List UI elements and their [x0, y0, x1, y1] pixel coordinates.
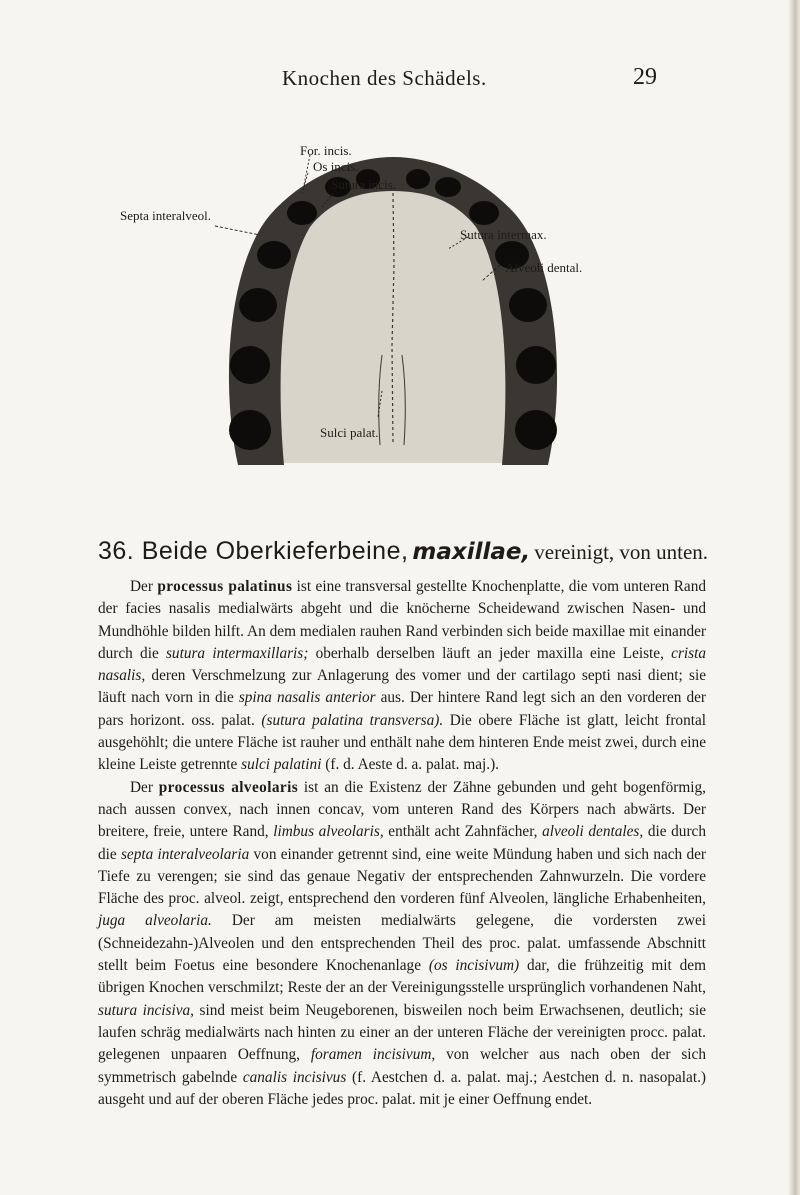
- label-for-incis: For. incis.: [300, 143, 352, 158]
- term-italic: foramen incisivum,: [310, 1046, 436, 1064]
- text-run: von welcher aus nach oben der sich symmetrisch gabelnde: [98, 1046, 706, 1086]
- text-run: dar, die frühzeitig mit dem übrigen Knochen verschmilzt; Reste der an der Vereinigungsstelle ursprünglich vorhandenen Naht,: [98, 957, 706, 997]
- section-latin-term: maxillae,: [412, 539, 531, 565]
- label-sutura-intermax: Sutura intermax.: [460, 227, 547, 242]
- leader-septa: [215, 226, 260, 235]
- section-heading: [98, 537, 708, 566]
- tooth-socket: [515, 410, 557, 450]
- running-head: [0, 66, 800, 96]
- tooth-socket: [229, 410, 271, 450]
- text-run: Der: [130, 778, 159, 796]
- text-run: ist eine transversal gestellte Knochenplatte, die vom unteren Rand der facies nasalis medialwärts abgeht und die knöcherne Scheidewand zwischen Nasen- und Mundhöhle bilden hilft. An dem medialen rauhen Rand verbinden sich beide maxillae mit einander durch die: [98, 578, 706, 662]
- term-italic: sulci palatini: [241, 756, 322, 774]
- tooth-socket: [257, 241, 291, 269]
- text-run: (f. Aestchen d. a. palat. maj.; Aestchen d. n. nasopalat.) ausgeht und auf der oberen Fläche jedes proc. palat. mit je einer Oeffnung endet.: [98, 1068, 706, 1108]
- text-run: Der: [130, 578, 158, 595]
- tooth-socket: [239, 288, 277, 322]
- tooth-socket: [406, 169, 430, 189]
- text-run: von einander getrennt sind, eine weite Mündung haben und sich nach der Tiefe zu verengen; sie sind das genaue Negativ der entsprechenden Zahnwurzeln. Die vordere Fläche des proc. alveol. zeigt, entsprechend den vorderen fünf Alveolen, längliche Erhabenheiten,: [98, 845, 706, 908]
- text-run: oberhalb derselben läuft an jeder maxilla eine Leiste,: [308, 644, 672, 662]
- paragraph-processus-alveolaris: [98, 777, 706, 1111]
- text-run: deren Verschmelzung zur Anlagerung des vomer und der cartilago septi nasi dient; sie läuft nach vorn in die: [98, 667, 706, 707]
- paragraph-processus-palatinus: [98, 576, 706, 777]
- leader-for-incis: [304, 155, 310, 185]
- label-septa-interalveol: Septa interalveol.: [120, 208, 211, 223]
- label-sutura-incis: Sutura incis.: [331, 177, 396, 192]
- tooth-socket: [469, 201, 499, 225]
- section-title: 36. Beide Oberkieferbeine,: [98, 537, 409, 565]
- running-title: Knochen des Schädels.: [282, 66, 487, 90]
- page-number: 29: [633, 64, 657, 90]
- maxilla-illustration: [110, 145, 710, 485]
- text-run: die durch die: [98, 823, 706, 863]
- term-italic: spina nasalis anterior: [238, 689, 376, 707]
- label-alveoli-dental: Alveoli dental.: [505, 260, 583, 275]
- term-italic: septa interalveolaria: [120, 845, 250, 863]
- text-run: enthält acht Zahnfächer,: [383, 823, 543, 841]
- text-run: (f. d. Aeste d. a. palat. maj.).: [321, 756, 500, 774]
- tooth-socket: [435, 177, 461, 197]
- tooth-socket: [230, 346, 270, 384]
- term-italic: (sutura palatina transversa).: [261, 711, 444, 729]
- term-italic: crista nasalis,: [98, 644, 706, 685]
- term-italic: alveoli dentales,: [542, 823, 644, 841]
- body-text: [98, 576, 706, 1111]
- section-subtitle: vereinigt, von unten.: [534, 540, 709, 564]
- term-italic: juga alveolaria.: [98, 912, 212, 930]
- term-italic: limbus alveolaris,: [273, 823, 384, 841]
- term-italic: (os incisivum): [428, 957, 520, 975]
- term-italic: sutura intermaxillaris;: [165, 644, 309, 662]
- label-os-incis: Os incis.: [313, 159, 359, 174]
- term-italic: canalis incisivus: [242, 1068, 347, 1086]
- term-bold: processus alveolaris: [158, 778, 299, 796]
- text-run: Der am meisten medialwärts gelegene, die vordersten zwei (Schneidezahn-)Alveolen und den entsprechenden Theil des proc. palat. umfassende Abschnitt stellt beim Foetus eine besondere Knochenanlage: [98, 912, 706, 975]
- text-run: sind meist beim Neugeborenen, bisweilen noch beim Erwachsenen, deutlich; sie laufen schräg medialwärts nach hinten zu einer an der unteren Fläche der vereinigten procc. palat. gelegenen unpaaren Oeffnung,: [98, 1001, 706, 1064]
- term-italic: sutura incisiva,: [98, 1001, 194, 1019]
- page-edge-shadow: [788, 0, 800, 1195]
- term-bold: processus palatinus: [157, 578, 293, 595]
- tooth-socket: [516, 346, 556, 384]
- text-run: aus. Der hintere Rand legt sich an den vorderen der pars horizont. oss. palat.: [98, 689, 706, 729]
- text-run: Die obere Fläche ist glatt, leicht frontal ausgehöhlt; die untere Fläche ist rauher und enthält nahe dem hinteren Ende meist zwei, durch eine kleine Leiste getrennte: [98, 711, 707, 774]
- tooth-socket: [509, 288, 547, 322]
- maxilla-figure: [110, 145, 710, 485]
- tooth-socket: [287, 201, 317, 225]
- label-sulci-palat: Sulci palat.: [320, 425, 379, 440]
- text-run: ist an die Existenz der Zähne gebunden und geht bogenförmig, nach aussen convex, nach innen concav, vom unteren Rand des Körpers nach abwärts. Der breitere, freie, untere Rand,: [98, 778, 706, 841]
